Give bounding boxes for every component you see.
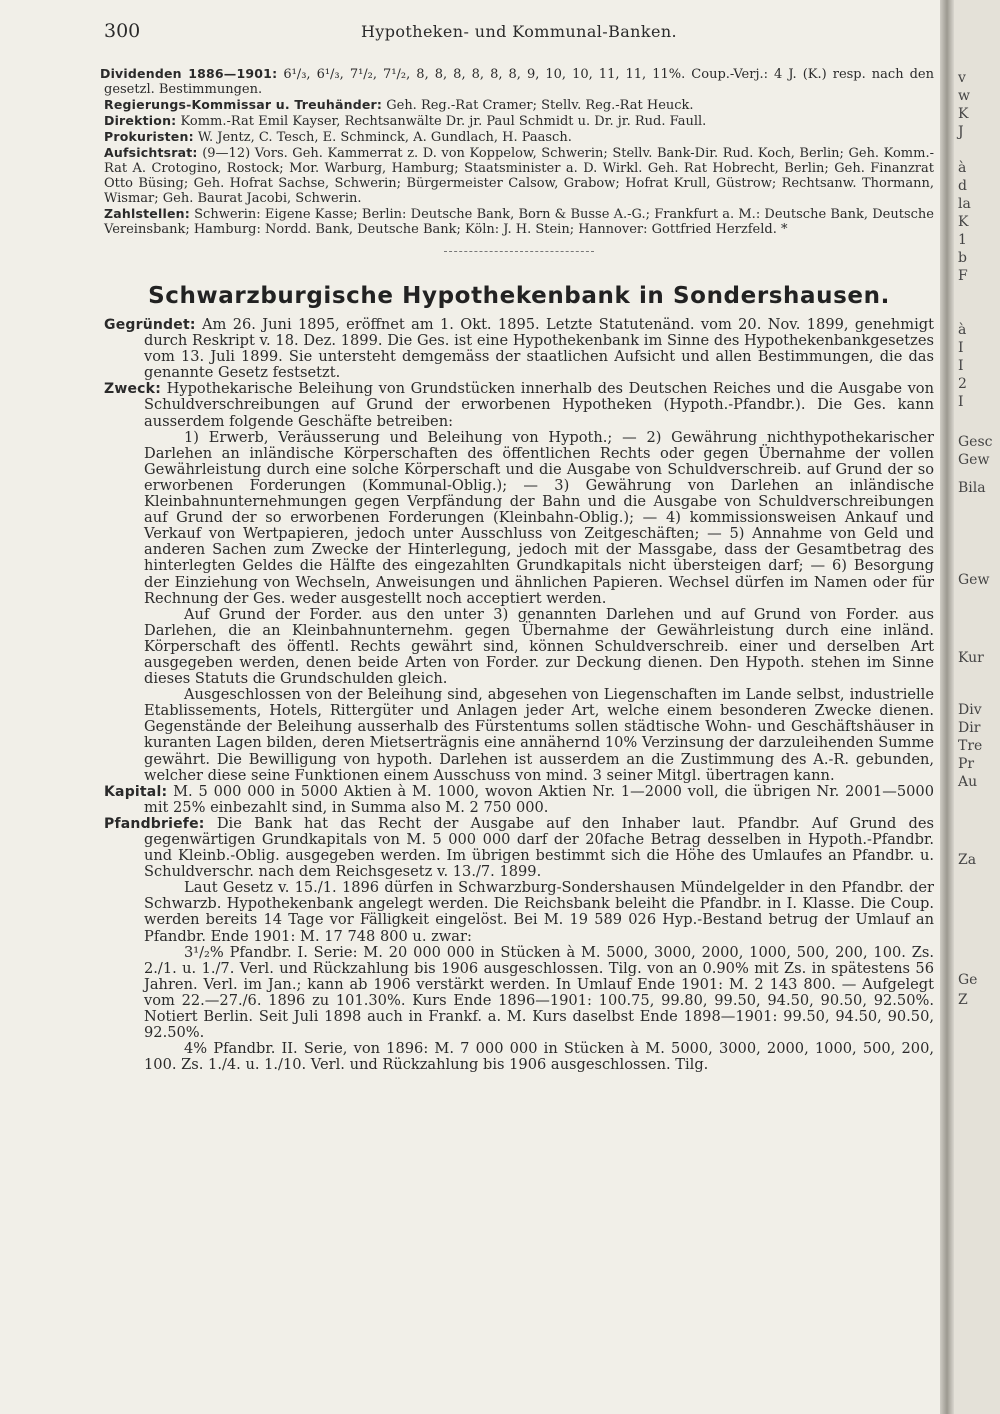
margin-fragment: 2	[958, 376, 967, 392]
commissioner-text: Geh. Reg.-Rat Cramer; Stellv. Reg.-Rat Heuck.	[386, 98, 694, 113]
bank-title: Schwarzburgische Hypothekenbank in Sondershausen.	[148, 283, 890, 309]
margin-fragment: Ge	[958, 972, 978, 988]
founded-entry	[104, 317, 934, 381]
capital-entry	[104, 784, 934, 816]
bonds-series-1: 3¹/₂% Pfandbr. I. Serie: M. 20 000 000 in Stücken à M. 5000, 3000, 2000, 1000, 500, 200, 100. Zs. 2./1. u. 1./7. Verl. und Rückzahlung bis 1906 ausgeschlossen. Tilg. von an 0.90% mit Zs. in spätestens 56 Jahren. Verl. im Jan.; kann ab 1906 verstärkt werden. In Umlauf Ende 1901: M. 2 143 800. — Aufgelegt vom 22.—27./6. 1896 zu 101.30%. Kurs Ende 1896—1901: 100.75, 99.80, 99.50, 94.50, 90.50, 92.50%. Notiert Berlin. Seit Juli 1898 auch in Frankf. a. M. Kurs daselbst Ende 1898—1901: 99.50, 94.50, 90.50, 92.50%.	[144, 943, 934, 1042]
procurists-text: W. Jentz, C. Tesch, E. Schminck, A. Gundlach, H. Paasch.	[197, 130, 572, 145]
dividends-entry	[100, 66, 935, 97]
commissioner-label: Regierungs-Kommissar u. Treuhänder:	[104, 97, 383, 112]
board-label: Direktion:	[104, 113, 177, 128]
margin-fragment: Dir	[958, 720, 981, 736]
margin-fragment: v	[958, 70, 966, 86]
margin-fragment: K	[958, 214, 969, 230]
margin-fragment: J	[958, 124, 964, 140]
bonds-entry	[104, 816, 934, 880]
margin-fragment: Tre	[958, 738, 983, 754]
purpose-label: Zweck:	[104, 381, 161, 398]
purpose-paragraph-3: Ausgeschlossen von der Beleihung sind, abgesehen von Liegenschaften im Lande selbst, industrielle Etablissements, Hotels, Rittergüter und Anlagen jeder Art, welche einem besonderen Zwecke dienen. Gegenstände der Beleihung ausserhalb des Fürstentums sollen städtische Wohn- und Geschäftshäuser in kuranten Lagen bilden, deren Mietserträgnis eine annähernd 10% Verzinsung der darzuleihenden Summe gewährt. Die Bewilligung von hypoth. Darlehen ist ausserdem an die Zustimmung des A.-R. gebunden, welcher diese seine Funktionen einem Ausschuss von mind. 3 seiner Mitgl. übertragen kann.	[144, 686, 934, 784]
bonds-paragraph-2: Laut Gesetz v. 15./1. 1896 dürfen in Schwarzburg-Sondershausen Mündelgelder in den Pfandbr. der Schwarzb. Hypothekenbank angelegt werden. Die Reichsbank beleiht die Pfandbr. in I. Klasse. Die Coup. werden bereits 14 Tage vor Fälligkeit eingelöst. Bei M. 19 589 026 Hyp.-Bestand betrug der Umlauf an Pfandbr. Ende 1901: M. 17 748 800 u. zwar:	[144, 879, 934, 945]
margin-fragment: Pr	[958, 756, 975, 772]
margin-fragment: I	[958, 394, 964, 410]
running-title: Hypotheken- und Kommunal-Banken.	[360, 22, 678, 41]
margin-fragment: Kur	[958, 650, 984, 666]
founded-text: Am 26. Juni 1895, eröffnet am 1. Okt. 1895. Letzte Statutenänd. vom 20. Nov. 1899, genehmigt durch Reskript v. 18. Dez. 1899. Die Ges. ist eine Hypothekenbank im Sinne des Hypothekenbankgesetzes vom 13. Juli 1899. Sie untersteht demgemäss der staatlichen Aufsicht und allen Bestimmungen, die das genannte Gesetz festsetzt.	[144, 316, 934, 382]
margin-fragment: w	[958, 88, 970, 104]
margin-fragment: Au	[958, 774, 978, 790]
adjacent-page-edge	[954, 0, 1000, 1414]
capital-text: M. 5 000 000 in 5000 Aktien à M. 1000, wovon Aktien Nr. 1—2000 voll, die übrigen Nr. 2001—5000 mit 25% einbezahlt sind, in Summa also M. 2 750 000.	[144, 782, 934, 816]
purpose-entry	[104, 381, 934, 429]
procurists-entry	[104, 129, 934, 145]
purpose-paragraph-2: Auf Grund der Forder. aus den unter 3) genannten Darlehen und auf Grund von Forder. aus Darlehen, die an Kleinbahnunternehm. gegen Übernahme der Gewährleistung durch eine inländ. Körperschaft des öffentl. Rechts gewährt sind, können Schuldverschreib. einer und derselben Art ausgegeben werden, denen beide Arten von Forder. zur Deckung dienen. Den Hypoth. stehen im Sinne dieses Statuts die Grundschulden gleich.	[144, 605, 934, 688]
margin-fragment: Gesc	[958, 434, 993, 450]
margin-fragment: Gew	[958, 572, 990, 588]
margin-fragment: I	[958, 358, 964, 374]
supervisory-label: Aufsichtsrat:	[104, 145, 198, 160]
margin-fragment: la	[958, 196, 971, 212]
paying-agents-entry	[104, 206, 934, 237]
margin-fragment: 1	[958, 232, 967, 248]
margin-fragment: I	[958, 340, 964, 356]
purpose-text: Hypothekarische Beleihung von Grundstücken innerhalb des Deutschen Reiches und die Ausgabe von Schuldverschreibungen auf Grund der erworbenen Hypotheken (Hypoth.-Pfandbr.). Die Ges. kann ausserdem folgende Geschäfte betreiben:	[144, 380, 934, 430]
margin-fragment: Bila	[958, 480, 986, 496]
section-divider	[444, 251, 594, 253]
purpose-list: 1) Erwerb, Veräusserung und Beleihung von Hypoth.; — 2) Gewährung nichthypothekarischer Darlehen an inländische Körperschaften des öffentlichen Rechts oder gegen Übernahme der vollen Gewährleistung durch eine solche Körperschaft und die Ausgabe von Schuldverschreib. auf Grund der so erworbenen Forderungen (Kommunal-Oblig.); — 3) Gewährung von Darlehen an inländische Kleinbahnunternehmungen gegen Verpfändung der Bahn und die Ausgabe von Schuldverschreibungen auf Grund der so erworbenen Forderungen (Kleinbahn-Oblig.); — 4) kommissionsweisen Ankauf und Verkauf von Wertpapieren, jedoch unter Ausschluss von Zeitgeschäften; — 5) Annahme von Geld und anderen Sachen zum Zwecke der Hinterlegung, jedoch mit der Massgabe, dass der Gesamtbetrag des hinterlegten Geldes die Hälfte des eingezahlten Grundkapitals nicht übersteigen darf; — 6) Besorgung der Einziehung von Wechseln, Anweisungen und ähnlichen Papieren. Wechsel dürfen im Namen oder für Rechnung der Ges. weder ausgestellt noch acceptiert werden.	[144, 428, 934, 607]
supervisory-entry	[104, 145, 934, 206]
board-entry	[104, 113, 934, 129]
paying-agents-text: Schwerin: Eigene Kasse; Berlin: Deutsche Bank, Born & Busse A.-G.; Frankfurt a. M.: Deutsche Bank, Deutsche Vereinsbank; Hamburg: Nordd. Bank, Deutsche Bank; Köln: J. H. Stein; Hannover: Gottfried Herzfeld. *	[104, 207, 934, 237]
margin-fragment: K	[958, 106, 969, 122]
margin-fragment: F	[958, 268, 968, 284]
page-content	[100, 66, 935, 1074]
margin-fragment: à	[958, 322, 967, 338]
page-header	[104, 20, 934, 46]
commissioner-entry	[104, 97, 934, 113]
bonds-text: Die Bank hat das Recht der Ausgabe auf den Inhaber laut. Pfandbr. Auf Grund des gegenwärtigen Grundkapitals von M. 5 000 000 darf der 20fache Betrag desselben in Hypoth.-Pfandbr. und Kleinb.-Oblig. ausgegeben werden. Im übrigen bestimmt sich die Höhe des Umlaufes an Pfandbr. u. Schuldverschr. nach dem Reichsgesetz v. 13./7. 1899.	[144, 814, 935, 881]
book-gutter	[940, 0, 954, 1414]
procurists-label: Prokuristen:	[104, 129, 194, 144]
dividends-label: Dividenden 1886—1901:	[100, 66, 278, 81]
dividends-text: 6¹/₃, 6¹/₃, 7¹/₂, 7¹/₂, 8, 8, 8, 8, 8, 8, 9, 10, 10, 11, 11, 11%. Coup.-Verj.: 4 J. (K.) resp. nach den gesetzl. Bestimmungen.	[104, 67, 935, 97]
margin-fragment: Gew	[958, 452, 990, 468]
bonds-series-2: 4% Pfandbr. II. Serie, von 1896: M. 7 000 000 in Stücken à M. 5000, 3000, 2000, 1000, 500, 200, 100. Zs. 1./4. u. 1./10. Verl. und Rückzahlung bis 1906 ausgeschlossen. Tilg.	[144, 1040, 934, 1074]
margin-fragment: Div	[958, 702, 982, 718]
page-number: 300	[104, 20, 141, 42]
margin-fragment: à	[958, 160, 967, 176]
founded-label: Gegründet:	[104, 317, 196, 333]
margin-fragment: b	[958, 250, 967, 266]
bonds-label: Pfandbriefe:	[104, 815, 205, 832]
paying-agents-label: Zahlstellen:	[104, 206, 190, 221]
margin-fragment: Z	[958, 992, 968, 1008]
capital-label: Kapital:	[104, 783, 168, 800]
margin-fragment: d	[958, 178, 967, 194]
margin-fragment: Za	[958, 852, 977, 868]
supervisory-text: (9—12) Vors. Geh. Kammerrat z. D. von Koppelow, Schwerin; Stellv. Bank-Dir. Rud. Koch, Berlin; Geh. Komm.-Rat A. Crotogino, Rostock; Mor. Warburg, Hamburg; Staatsminister a. D. Wirkl. Geh. Rat Hobrecht, Berlin; Geh. Finanzrat Otto Büsing; Geh. Hofrat Sachse, Schwerin; Bürgermeister Calsow, Grabow; Hofrat Krull, Güstrow; Rechtsanw. Thormann, Wismar; Geh. Baurat Jacobi, Schwerin.	[104, 146, 934, 206]
board-text: Komm.-Rat Emil Kayser, Rechtsanwälte Dr. jr. Paul Schmidt u. Dr. jr. Rud. Faull.	[180, 114, 707, 129]
